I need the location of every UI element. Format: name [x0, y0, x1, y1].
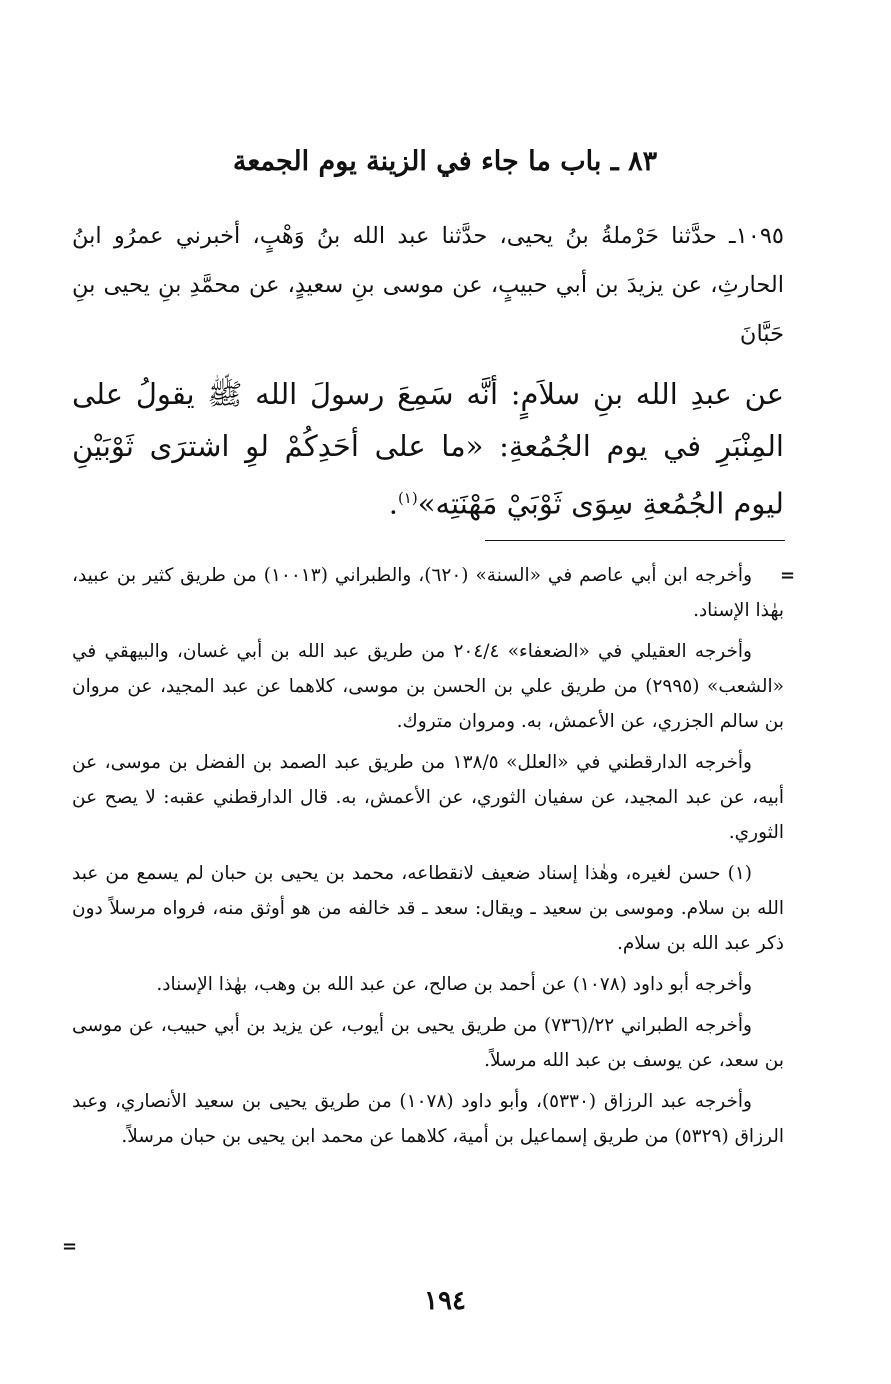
footnote-paragraph: وأخرجه العقيلي في «الضعفاء» ٢٠٤/٤ من طريق عبد الله بن أبي غسان، والبيهقي في «الشعب» (٢٩٩٥) من طريق علي بن الحسن بن موسى، كلاهما عن عبد المجيد، عن مروان بن سالم الجزري، عن الأعمش، به. ومروان متروك.: [72, 641, 785, 732]
continuation-mark-top: =: [780, 565, 796, 586]
footnotes: [72, 558, 784, 1160]
footnote-paragraph: وأخرجه الطبراني ٢٢/(٧٣٦) من طريق يحيى بن أيوب، عن يزيد بن أبي حبيب، عن موسى بن سعد، عن يوسف بن عبد الله مرسلاً.: [72, 1015, 784, 1071]
footnote-paragraph: (١) حسن لغيره، وهٰذا إسناد ضعيف لانقطاعه، محمد بن يحيى بن حبان لم يسمع من عبد الله بن سلام. وموسى بن سعيد ـ ويقال: سعد ـ قد خالفه من هو أوثق منه، فرواه مرسلاً دون ذكر عبد الله بن سلام.: [72, 863, 784, 954]
footnote-separator: [485, 540, 785, 541]
hadith-matn-text: عن عبدِ الله بنِ سلاَمٍ: أنَّه سَمِعَ رسولَ الله ﷺ يقولُ على المِنْبَرِ في يوم الجُمُعةِ: «ما على أحَدِكُمْ لوِ اشترَى ثَوْبَيْنِ ليوم الجُمُعةِ سِوَى ثَوْبَيْ مَهْنَتِه»: [72, 377, 784, 521]
page-number: ١٩٤: [424, 1286, 466, 1316]
hadith-isnad: ١٠٩٥ـ حدَّثنا حَرْملةُ بنُ يحيى، حدَّثنا عبد الله بنُ وَهْبٍ، أخبرني عمرُو ابنُ الحارثِ، عن يزيدَ بن أبي حبيبٍ، عن موسى بنِ سعيدٍ، عن محمَّدِ بنِ يحيى بنِ حَبَّانَ: [72, 223, 784, 347]
continuation-mark-bottom: =: [62, 1236, 78, 1257]
footnote-paragraph: وأخرجه أبو داود (١٠٧٨) عن أحمد بن صالح، عن عبد الله بن وهب، بهٰذا الإسناد.: [156, 974, 752, 995]
footnote-reference: (١): [397, 489, 418, 507]
chapter-title: ٨٣ ـ باب ما جاء في الزينة يوم الجمعة: [232, 146, 658, 177]
end-mark: .: [388, 486, 398, 521]
hadith-matn: [72, 368, 784, 530]
footnote-paragraph: وأخرجه ابن أبي عاصم في «السنة» (٦٢٠)، والطبراني (١٠٠١٣) من طريق كثير بن عبيد، بهٰذا الإسناد.: [72, 565, 784, 621]
footnote-paragraph: وأخرجه عبد الرزاق (٥٣٣٠)، وأبو داود (١٠٧٨) من طريق يحيى بن سعيد الأنصاري، وعبد الرزاق (٥٣٢٩) من طريق إسماعيل بن أمية، كلاهما عن محمد ابن يحيى بن حبان مرسلاً.: [72, 1091, 784, 1147]
footnote-paragraph: وأخرجه الدارقطني في «العلل» ١٣٨/٥ من طريق عبد الصمد بن الفضل بن موسى، عن أبيه، عن عبد المجيد، عن سفيان الثوري، عن الأعمش، به. قال الدارقطني عقبه: لا يصح عن الثوري.: [72, 752, 784, 843]
